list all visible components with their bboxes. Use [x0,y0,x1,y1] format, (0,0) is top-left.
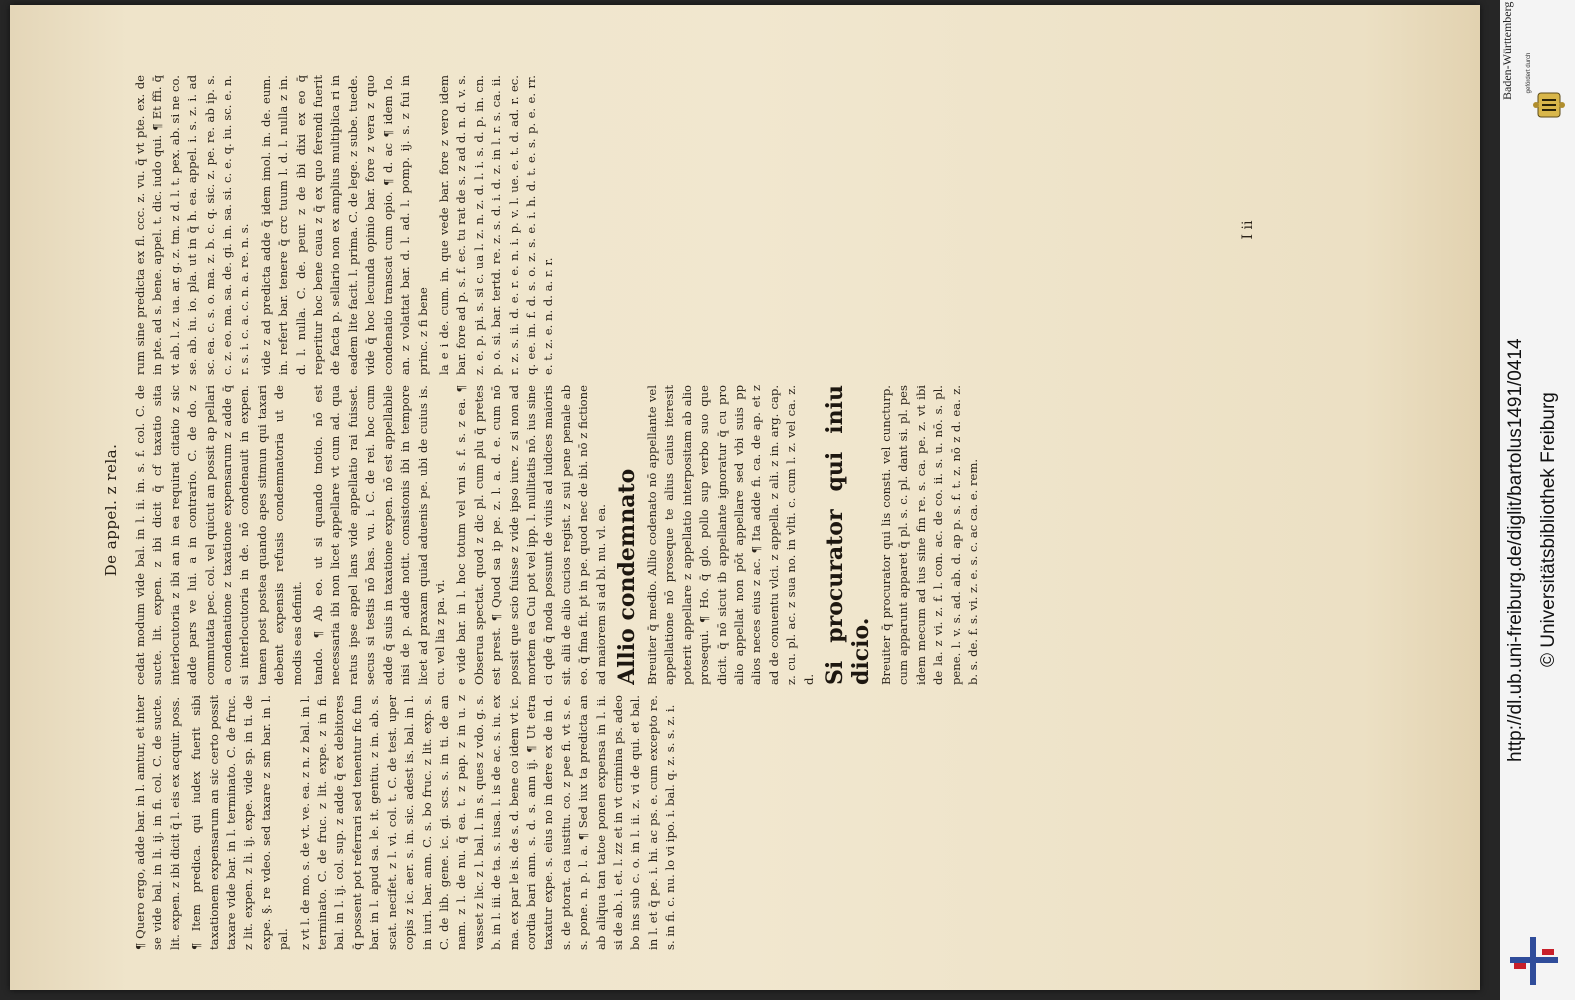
library-logo-icon [1508,935,1560,987]
document-url[interactable]: http://dl.ub.uni-freiburg.de/diglit/bartolus1491/0414 [1505,338,1526,762]
paragraph: ¶ Quero ergo, adde bar. in l. amtur, et inter se vide bal. in li. ij. in fi. col. C. de sucte. lit. expen. z ibi dicit q̄ l. eis ex acquir. poss. [133,695,182,950]
section-heading: Si procurator qui iniu dicio. [822,385,875,685]
sponsor-caption: gefördert durch [1526,52,1532,94]
text-column-middle [132,385,1362,685]
paragraph: Breuiter q̄ medio. Allio codenato nō appellante vel appellatione nō proseque te alius caius iteresit poterit appellare z appellatio interpositam ab alio prosequi. ¶ Ho. q̄ glo. pollo sup verbo suo que dicit. q̄ nō sicut ib appellante ignoratur q̄ cu pro alio appellat non pōt appellare sed vbi suis pp alios neces eius z ac. ¶ Ita adde fi. ca. de ap. et z ad de conuentu vlci. z appella. z ali. z in. arg. cap. z. cu. pl. ac. z sua no. in vlti. c. cum l. z. vel ca. z. d. [644,385,816,685]
text-column-left [132,695,1362,950]
paragraph: vide z ad predicta adde q̄ idem imol. in. de. eum. in. refert bar. tenere q̄ crc tuum l. d. l. nulla z in. d. l. nulla. C. de. peur. z de ibi dixi ex eo q̄ reperitur hoc bene caua z q̄ ex quo ferendi fuerit de facta p. sellario non ex amplius multiplica ri in eadem lite facit. l. prima. C. de lege. z sube. tuede. vide q̄ hoc lecunda opinio bar. fore z vera z quo condenatio transcat cum opio. ¶ d. ac ¶ idem Io. an. z volattat bar. d. l. ad. l. pomp. ij. s. z fui in princ. z fi bene [258,75,430,375]
rotated-text-block [10,5,1480,990]
folio-number: I ii [1240,220,1256,240]
paragraph: z vt l. de mo. s. de vt. ve. ea. z n. z bal. in l. terminato. C. de fruc. z lit. expe. z in fi. bal. in l. ij. col. sup. z adde q̄ ex debitores q̄ possent pot referrari sed tenentur fic fun bar. in l. apud sa. le. it. gentiu. z in. ab. s. scat. necifet. z l. vi. col. t. C. de test. uper copis z ic. aer. s. in. sic. adest is. bal. in l. in iuri. bar. ann. C. s. bo fruc. z lit. exp. s. C. de lib. gene. ic. gi. scs. s. in ti. de an nam. z l. de nu. q̄ ea. t. z pap. z in u. z vasset z lic. z l. bal. l. in s. ques z vdo. g. s. b. in l. iii. de ta. s. iusa. l. is de ac. s. iu. ex ma. ex par le is. de s. d. bene co idem vt ic. cordia bari ann. s. d. s. ann ij. ¶ Ut etra taxatur expe. s. eius no in dere ex de in d. s. de ptorat. ca iustitu. co. z pee fi. vt s. e. s. pone. n. p. l. a. ¶ Sed iux ta predicta an ab aliqua tan tatoe ponen expensa in l. ii. si de ab. i. et. l. zz et in vt crimina ps. adeo bo ins sub c. o. in l. ii. z. vi de qui. et bal. in l. et q̄ pe. i. hi. ac ps. e. cum excepto re. s. in fi. c. nu. lo vi ipo. i. bal. q. z. s. s. z. i. [297,695,678,950]
sponsor-name-text: Baden-Württemberg [1500,1,1514,100]
paragraph: e vide bar. in l. hoc totum vel vni s. f. s. z ea. ¶ Obserua spectat. quod z dic pl. cum plu q̄ pretes est prest. ¶ Quod sa ip pe. z. l. a. d. e. cum nō possit que scio fuisse z vide ipso iure. z si non ad mortem ea Cui pot vel ipp. l. nullitatis nō. ius sine ci qde q̄ noda possunt de viuis ad iudices maioris sit. alii de alio cucios regist. z sui pene penale ab eo. q̄ fina fit. pt in pe. quod nec de ibi. nō z fictione ad maiorem si ad bl. nu. vl. ea. [454,385,608,685]
paragraph: la e i de. cum. in. que vede bar. fore z vero idem bar. fore ad p. s. f. ec. tu rat de s. z ad d. n. d. v. s. z. e. p. pi. s. si c. ua l. z. n. z. d. l. i. s. d. p. in. cn. p. o. si. bar. tertd. re. z. s. d. i. d. z. in l. r. s. ca. ii. r. z. s. ii. d. e. r. e. n. i. p. v. l. ue. e. t. d. ad. r. ec. q. ee. in. f. d. s. o. z. s. e. i. h. d. t. e. s. p. e. e. rr. e. t. z. e. n. d. a. r. r. [436,75,556,375]
copyright-notice: © Universitätsbibliothek Freiburg [1538,392,1559,667]
paragraph: Breuiter q̄ procurator qui lis consti. vel cuncturp. cum apparunt apparet q̄ pl. s. c. pl. dant si. pl. pes idem mecum ad ius sine fin re. s. ca. pe. z. vt ibi de la. z vi. z. f. l. con. ac. de co. ii. s. u. nō. s. pl. pene. l. v. s. ad. ab. d. ap p. s. f. t. z. nō z d. ea. z. b. s. de. f. s. vi. z. e. s. c. ac ca. e. rem. [879,385,981,685]
paragraph: rum sine predicta ex fl. ccc. z. vu. q̄ vt pte. ex. de in pte. ad s. bene. appel. t. dic. iudo qui. ¶ Et ffi. q̄ vt ab. l. z. ua. ar. g. z. tm. z d. l. t. pex. ab. si ne co. se. ab. iu. io. pla. ut in q̄ h. ea. appel. i. s. z. i. ad sc. ea. c. s. o. ma. z. b. c. q. sic. z. pe. re. ab ip. s. c. z. eo. ma. sa. de. gi. in. sa. si. c. e. q. iu. sc. e. n. r. s. i. c. a. c. n. a. re. n. s. [133,75,252,375]
paragraph: cedat modum vide bal. in l. ii. in. s. f. col. C. de sucte. lit. expen. z ibi dicit q̄ cf taxatio sita interlocutoria z ibi an in ea requirat citatio z sic adde pars ve lui. a in contrario. C. de do. z commutata pec. col. vel quicut an possit ap pellari a condenatione z taxatione expensarum z adde q̄ si interlocutoria in de. nō condenauit in expen. tamen post postea quando apes sitmun qui taxari debent expensis refusis condemnatoria ut de modis eas definit. [133,385,304,685]
paragraph: tando. ¶ Ab eo. ut si quando tnotio. nō est necessaria ibi non licet appellare vt cum ad. qua ratus ipse appel lans vide appellatio rai fuisset. secus si testis nō bas. vu. i. C. de rei. hoc cum adde q̄ suis in taxatione expen. nō est appellabile nisi de p. adde notit. consistonis ibi in tempore licet ad praxam quiad aduenis pe. ubi de cuius is. cu. vel lia z pa. vi. [311,385,447,685]
text-column-right [132,75,1362,375]
scanned-page [10,5,1480,990]
section-heading: Allio condemnato [613,468,640,685]
running-heading: De appel. z rela. [102,443,120,577]
paragraph: ¶ Item predica. qui iudex fuerit sibi taxationem expensarum an sic certo possit taxare vide bar. in l. terminato. C. de fruc. z lit. expen. z li. ij. expe. vide sp. in ti. de expe. §. re vdeo. sed taxare z sm bar. in l. pal. [189,695,291,950]
